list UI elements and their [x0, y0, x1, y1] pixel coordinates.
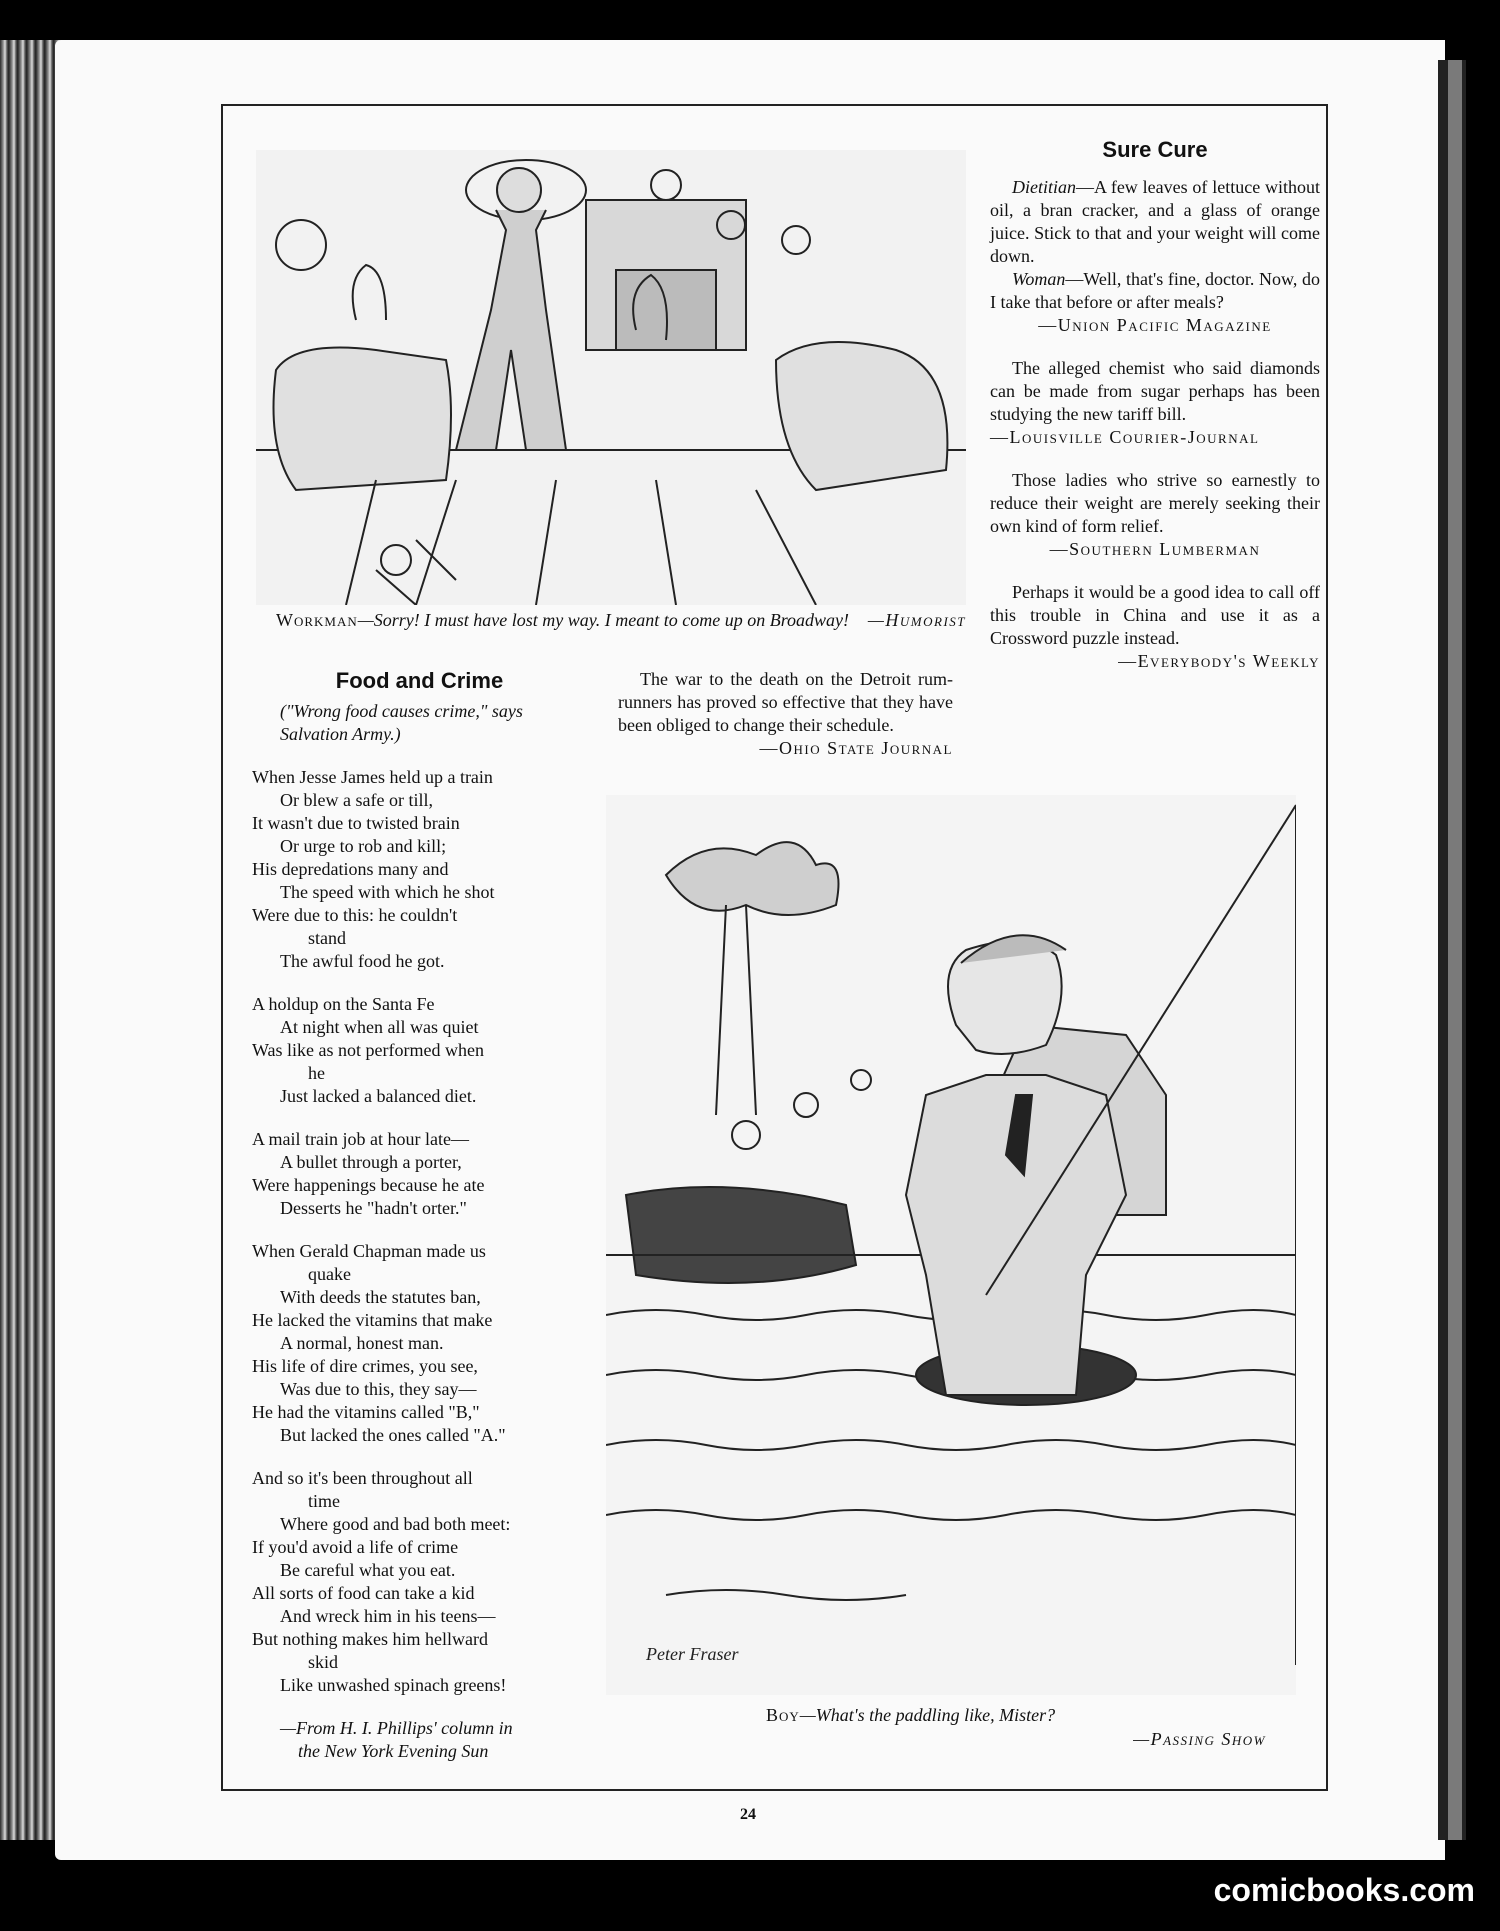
fisherman-cartoon [606, 795, 1296, 1695]
poem-line: quake [308, 1264, 351, 1284]
speaker-dietitian: Dietitian [1012, 177, 1076, 197]
poem-line: The speed with which he shot [280, 882, 495, 902]
poem-column [252, 700, 592, 1763]
poem-line: Were due to this: he couldn't [252, 905, 458, 925]
poem-line: His life of dire crimes, you see, [252, 1356, 478, 1376]
chemist-source: —Louisville Courier-Journal [990, 427, 1260, 447]
caption-source: —Passing Show [1133, 1729, 1266, 1749]
poem-line: A mail train job at hour late— [252, 1129, 469, 1149]
chemist-item [990, 357, 1320, 426]
poem-line: All sorts of food can take a kid [252, 1583, 475, 1603]
stanza-3 [252, 1128, 592, 1220]
poem-line: Or urge to rob and kill; [280, 836, 447, 856]
sure-cure-title: Sure Cure [1102, 137, 1208, 162]
caption-speaker: Workman [276, 610, 358, 630]
poem-line: When Jesse James held up a train [252, 767, 493, 787]
watermark: comicbooks.com [1213, 1872, 1475, 1908]
caption-text: —Sorry! I must have lost my way. I meant to come up on Broadway! [357, 610, 850, 630]
poem-line: He had the vitamins called "B," [252, 1402, 480, 1422]
rum-runners-text: The war to the death on the Detroit rum-runners has proved so effective that they have been obliged to change their schedule. [618, 669, 953, 735]
poem-line: he [308, 1063, 325, 1083]
sure-cure-para-1 [990, 176, 1320, 268]
poem-line: Was due to this, they say— [280, 1379, 477, 1399]
stanza-2 [252, 993, 592, 1108]
poem-line: It wasn't due to twisted brain [252, 813, 460, 833]
ladies-source: —Southern Lumberman [1049, 539, 1261, 559]
poem-line: time [308, 1491, 340, 1511]
living-room-cartoon [256, 150, 966, 605]
poem-line: Just lacked a balanced diet. [280, 1086, 477, 1106]
sure-cure-para-2 [990, 268, 1320, 314]
woman-line: —Well, that's fine, doctor. Now, do I take that before or after meals? [990, 269, 1320, 312]
ladies-text: Those ladies who strive so earnestly to reduce their weight are merely seeking their own kind of form relief. [990, 470, 1320, 536]
poem-line: Be careful what you eat. [280, 1560, 456, 1580]
poem-line: His depredations many and [252, 859, 449, 879]
poem-line: At night when all was quiet [280, 1017, 479, 1037]
chemist-text: The alleged chemist who said diamonds can be made from sugar perhaps has been studying the new tariff bill. [990, 358, 1320, 424]
caption-speaker: Boy [766, 1705, 800, 1725]
rum-runners-source: —Ohio State Journal [759, 738, 953, 758]
ladies-item [990, 469, 1320, 538]
caption-text: —What's the paddling like, Mister? [799, 1705, 1056, 1725]
stanza-1 [252, 766, 592, 973]
poem-line: He lacked the vitamins that make [252, 1310, 493, 1330]
poem-line: Where good and bad both meet: [280, 1514, 511, 1534]
dietitian-line: —A few leaves of lettuce without oil, a bran cracker, and a glass of orange juice. Stick to that and your weight will come down. [990, 177, 1320, 266]
poem-credit [252, 1717, 592, 1763]
svg-text:Peter Fraser: Peter Fraser [646, 1644, 739, 1664]
poem-line: stand [308, 928, 346, 948]
poem-line: Like unwashed spinach greens! [280, 1675, 507, 1695]
crossword-text: Perhaps it would be a good idea to call off this trouble in China and use it as a Crossword puzzle instead. [990, 582, 1320, 648]
poem-line: But lacked the ones called "A." [280, 1425, 506, 1445]
poem-line: But nothing makes him hellward [252, 1629, 488, 1649]
poem-intro: ("Wrong food causes crime," says Salvation Army.) [280, 701, 523, 744]
poem-line: A bullet through a porter, [280, 1152, 462, 1172]
right-column [990, 176, 1320, 673]
poem-line: skid [308, 1652, 339, 1672]
crossword-item [990, 581, 1320, 650]
credit-line-1: —From H. I. Phillips' column in [280, 1718, 513, 1738]
poem-line: A holdup on the Santa Fe [252, 994, 435, 1014]
page-number: 24 [740, 1806, 756, 1823]
poem-line: Was like as not performed when [252, 1040, 484, 1060]
middle-column [618, 668, 953, 760]
credit-line-2: the New York Evening Sun [298, 1741, 489, 1761]
poem-line: And wreck him in his teens— [280, 1606, 496, 1626]
crossword-source: —Everybody's Weekly [1118, 651, 1320, 671]
book-right-edge-inner [1448, 60, 1462, 1840]
poem-line: The awful food he got. [280, 951, 445, 971]
top-cartoon-caption [276, 608, 966, 632]
poem-line: A normal, honest man. [280, 1333, 444, 1353]
rum-runners-item [618, 668, 953, 737]
stanza-4 [252, 1240, 592, 1447]
poem-line: When Gerald Chapman made us [252, 1241, 486, 1261]
poem-line: With deeds the statutes ban, [280, 1287, 481, 1307]
poem-line: If you'd avoid a life of crime [252, 1537, 459, 1557]
sure-cure-source: —Union Pacific Magazine [1038, 315, 1272, 335]
caption-source: —Humorist [867, 610, 966, 630]
poem-line: And so it's been throughout all [252, 1468, 473, 1488]
bottom-cartoon-caption [766, 1703, 1266, 1751]
poem-line: Desserts he "hadn't orter." [280, 1198, 467, 1218]
poem-line: Or blew a safe or till, [280, 790, 433, 810]
food-crime-title: Food and Crime [335, 668, 504, 693]
speaker-woman: Woman [1012, 269, 1066, 289]
stanza-5 [252, 1467, 592, 1697]
poem-line: Were happenings because he ate [252, 1175, 485, 1195]
